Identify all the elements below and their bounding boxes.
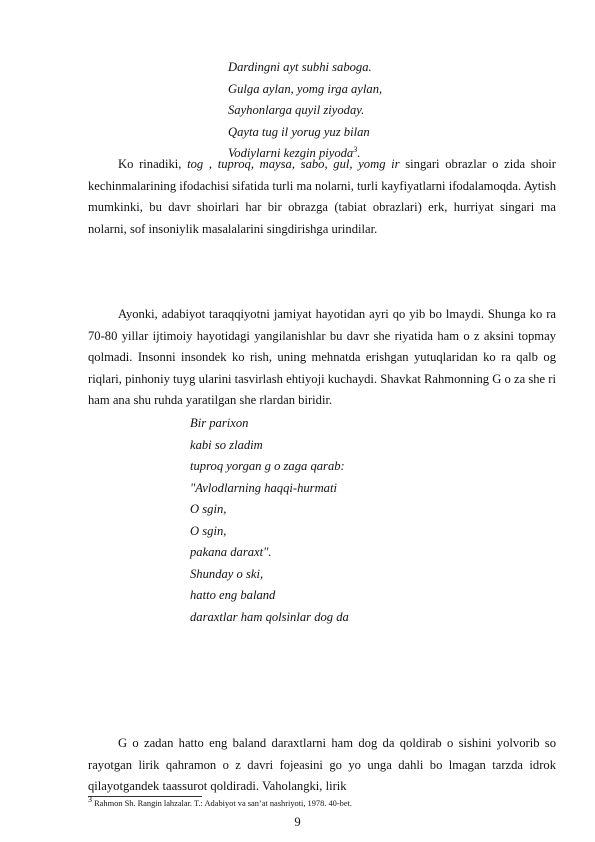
paragraph-1-lead: Ko rinadiki, [118,157,188,171]
page-number: 9 [294,815,301,829]
poem-line: O sgin, [190,523,227,538]
footnote-text: Rahmon Sh. Rangin lahzalar. T.: Adabiyot va san’at nashriyoti, 1978. 40-bet. [92,799,352,808]
poem-stanza-1 [228,57,382,165]
footnote-mark: 3 [88,795,92,805]
poem-line: pakana daraxt". [190,545,272,559]
poem-line: Sayhonlarga quyil ziyoday. [228,103,365,117]
poem-line: kabi so zladim [190,437,263,452]
poem-line: hatto eng baland [190,588,276,602]
poem-line: Qayta tug il yorug yuz bilan [228,124,370,139]
poem-line: Gulga aylan, yomg irga aylan, [228,81,383,96]
poem-line: "Avlodlarning haqqi-hurmati [190,480,337,495]
poem-line: daraxtlar ham qolsinlar dog da [190,609,349,624]
paragraph-3: G o zadan hatto eng baland daraxtlarni ham dog da qoldirab o sishini yolvorib so rayotgan lirik qahramon o z davri fojeasini go yo unga dahli bo lmagan tarzda idrok qilayotgandek taassurot qoldiradi. Vaholangki, lirik [88,736,556,794]
poem-line: Shunday o ski, [190,566,264,581]
paragraph-1-italic-terms: tog , tuproq, maysa, sabo, gul, yomg ir [187,157,400,171]
poem-stanza-2 [190,413,349,628]
footnote [88,795,352,810]
footnote-divider [88,796,202,797]
poem-line: Bir parixon [190,416,249,430]
poem-line-text: Vodiylarni kezgin piyoda [228,146,354,160]
poem-line: Dardingni ayt subhi saboga. [228,60,372,74]
poem-line: O sgin, [190,502,227,516]
poem-line-punct: . [357,146,361,160]
paragraph-1-rest: singari obrazlar o zida shoir kechinmalarining ifodachisi sifatida turli ma nolarni, turli kayfiyatlarni ifodalamoqda. Aytish mumkinki, bu davr shoirlari har bir obrazga (tabiat obrazlari) erk, hurriyat singari ma nolarni, sof insoniylik masalalarini singdirishga urindilar. [88,157,556,236]
paragraph-1 [88,154,556,240]
footnote-reference: 3 [353,144,358,154]
poem-line: tuproq yorgan g o zaga qarab: [190,459,345,473]
paragraph-2: Ayonki, adabiyot taraqqiyotni jamiyat hayotidan ayri qo yib bo lmaydi. Shunga ko ra 70-80 yillar ijtimoiy hayotidagi yangilanishlar bu davr she riyatida ham o z aksini topmay qolmadi. Insonni insondek ko rish, uning mehnatda erishgan yutuqlaridan ko ra qalb og riqlari, pinhoniy tuyg ularini tasvirlash ehtiyoji kuchaydi. Shavkat Rahmonning G o za she ri ham ana shu ruhda yaratilgan she rlardan biridir. [88,307,556,408]
